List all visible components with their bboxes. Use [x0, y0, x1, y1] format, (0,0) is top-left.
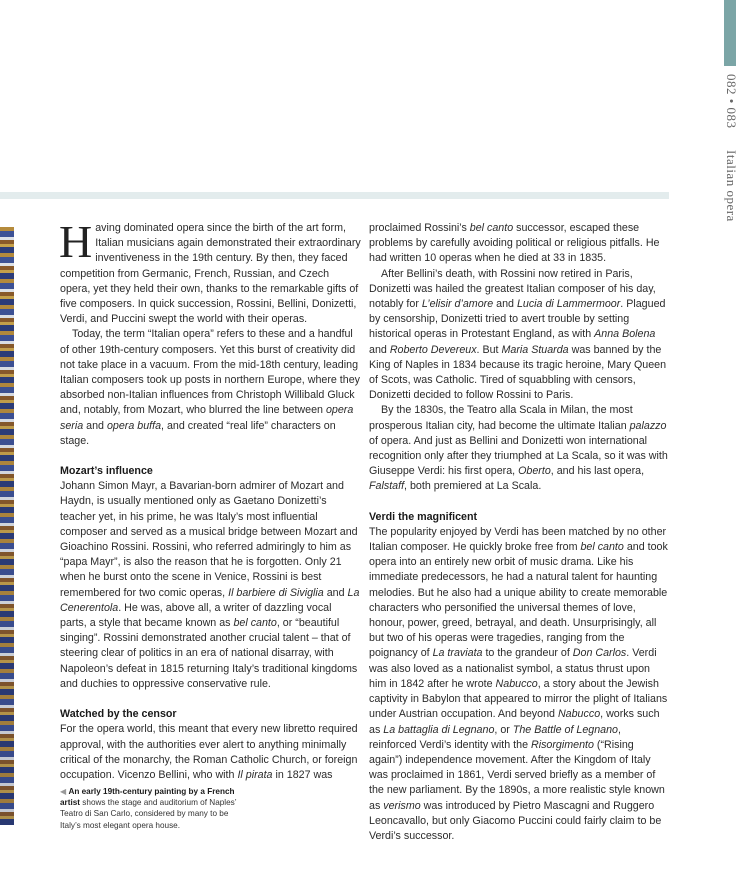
caption-text: shows the stage and auditorium of Naples’ Teatro di San Carlo, considered by many to be Italy’s most elegant opera house.	[60, 798, 237, 830]
heading-verdi-the-magnificent: Verdi the magnificent	[369, 510, 478, 523]
image-caption	[60, 786, 250, 831]
header-rule	[0, 192, 669, 199]
paragraph-verdi: The popularity enjoyed by Verdi has been matched by no other Italian composer. He quickly broke free from bel canto and took opera into an entirely new orbit of music drama. Like his immediate predecessors, he had a natural talent for haunting melodies. But he also had a unique ability to create memorable characters who personified the universal themes of love, honour, power, greed, betrayal, and death. Unsurprisingly, all but two of his operas were tragedies, ranging from the poignancy of La traviata to the grandeur of Don Carlos. Verdi was also loved as a nationalist symbol, a status thrust upon him in 1842 after he wrote Nabucco, a story about the Jewish captivity in Babylon that appeared to mirror the plight of Italians under Austrian occupation. And beyond Nabucco, works such as La battaglia di Legnano, or The Battle of Legnano, reinforced Verdi’s identity with the Risorgimento (“Rising again”) independence movement. After the Kingdom of Italy was proclaimed in 1861, Verdi served briefly as a member of the new parliament. By the 1890s, a more realistic style known as verismo was introduced by Pietro Mascagni and Ruggero Leoncavallo, but only Giacomo Puccini could fairly claim to be Verdi’s successor.	[369, 525, 668, 842]
section-tab-marker	[724, 0, 736, 66]
heading-watched-by-censor: Watched by the censor	[60, 708, 177, 721]
page-numbers: 082 • 083	[724, 74, 739, 129]
paragraph-italian-opera: Today, the term “Italian opera” refers to these and a handful of other 19th-century composers. Yet this burst of creativity did not take place in a vacuum. From the mid-18th century, leading Italian composers took up posts in northern Europe, where they absorbed non-Italian influences from Christoph Willibald Gluck and, notably, from Mozart, who blurred the line between opera seria and opera buffa, and created “real life” characters on stage.	[60, 328, 361, 447]
intro-text: aving dominated opera since the birth of the art form, Italian musicians again demonstrated their extraordinary inventiveness in the 19th century. By then, they faced competition from Germanic, French, Russian, and Czech opera, yet they held their own, thanks to the remarkable gifts of five composers. In quick succession, Rossini, Bellini, Donizetti, Verdi, and Puccini swept the world with their operas.	[60, 222, 361, 326]
intro-paragraph	[59, 216, 361, 327]
text-column-right	[369, 221, 668, 844]
chapter-title: Italian opera	[724, 150, 739, 222]
paragraph-donizetti: After Bellini’s death, with Rossini now retired in Paris, Donizetti was hailed the greatest Italian composer of his day, notably for L’elisir d’amore and Lucia di Lammermoor. Plagued by censorship, Donizetti tried to avert trouble by setting historical operas in Protestant England, as with Anna Bolena and Roberto Devereux. But Maria Stuarda was banned by the King of Naples in 1834 because its tragic heroine, Mary Queen of Scots, was Catholic. Tired of squabbling with censors, Donizetti decided to follow Rossini to Paris.	[369, 267, 667, 402]
paragraph-la-scala: By the 1830s, the Teatro alla Scala in Milan, the most prosperous Italian city, had become the ultimate Italian palazzo of opera. And just as Bellini and Donizetti won international recognition only after they triumphed at La Scala, so it was with Giuseppe Verdi: his first opera, Oberto, and his last opera, Falstaff, both premiered at La Scala.	[369, 404, 668, 493]
caption-arrow-icon: ◀	[60, 787, 67, 796]
paragraph-bellini: proclaimed Rossini’s bel canto successor, escaped these problems by carefully avoiding political or religious pitfalls. He had written 10 operas when he died at 33 in 1835.	[369, 222, 660, 265]
opera-house-painting-image	[0, 227, 14, 825]
paragraph-mayr-rossini: Johann Simon Mayr, a Bavarian-born admirer of Mozart and Haydn, is usually mentioned only as Gaetano Donizetti’s teacher yet, in his prime, he was Italy’s most influential composer and served as a musical bridge between Mozart and Gioachino Rossini. Rossini, who referred admiringly to him as “papa Mayr”, is also the reason that he is forgotten. Only 21 when he burst onto the scene in Venice, Rossini is best remembered for two comic operas, Il barbiere di Siviglia and La Cenerentola. He was, above all, a writer of dazzling vocal parts, a style that became known as bel canto, or “beautiful singing”. Rossini demonstrated another crucial talent – that of steering clear of politics in an era of national disarray, with Napoleon’s defeat in 1815 returning Italy’s traditional kingdoms and duchies to oppressive conservative rule.	[60, 480, 360, 690]
drop-cap: H	[59, 216, 93, 267]
text-column-left	[59, 216, 361, 783]
heading-mozarts-influence: Mozart’s influence	[60, 465, 153, 478]
caption-lead: An early 19th-century painting by a French artist	[60, 787, 235, 808]
paragraph-censorship: For the opera world, this meant that every new libretto required approval, with the authorities ever alert to anything minimally critical of the monarchy, the Roman Catholic Church, or foreign occupation. Vicenzo Bellini, who with Il pirata in 1827 was	[60, 723, 358, 781]
